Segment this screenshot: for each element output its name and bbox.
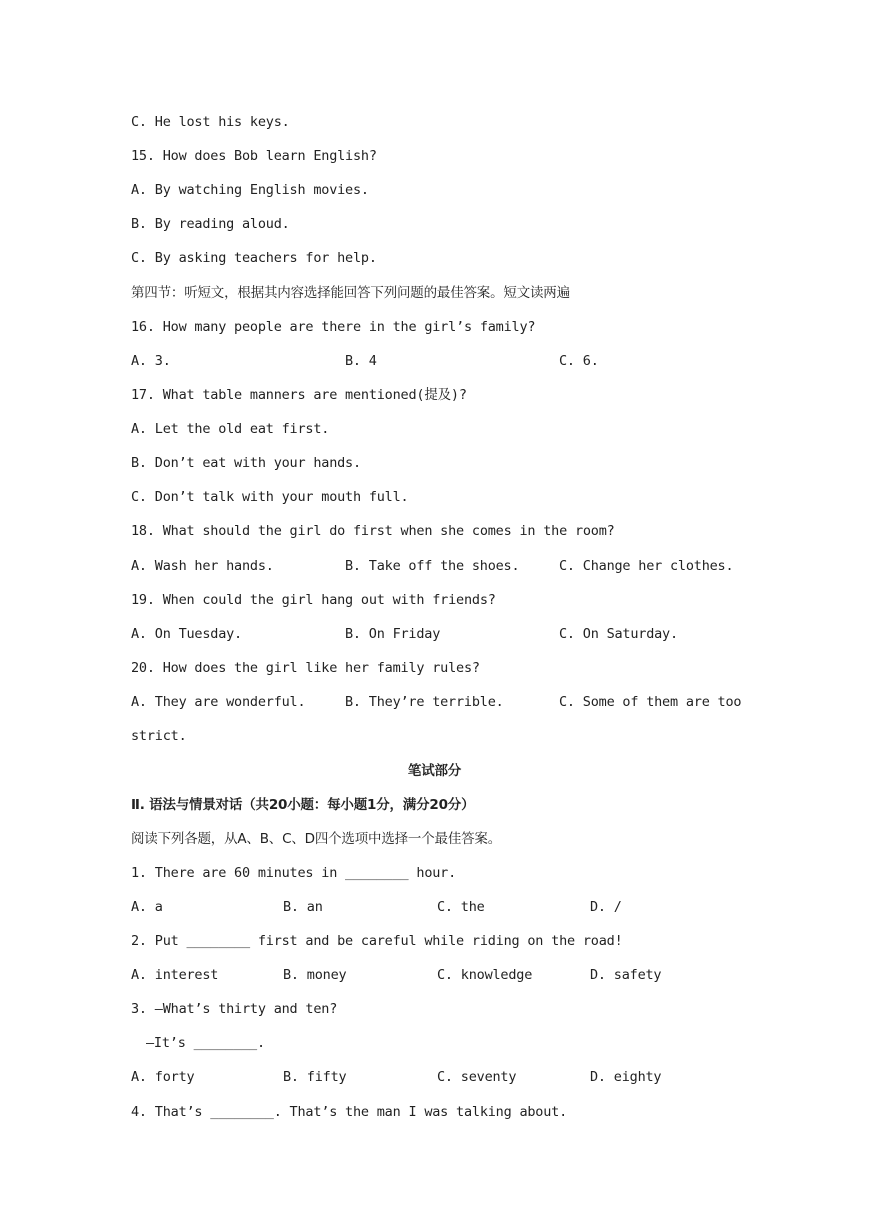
q19-option-a: A. On Tuesday.: [131, 626, 242, 642]
q18-option-a: A. Wash her hands.: [131, 558, 274, 574]
q20-option-c: C. Some of them are too: [559, 694, 742, 710]
q15-question: 15. How does Bob learn English?: [131, 148, 377, 164]
section2-heading: Ⅱ. 语法与情景对话（共20小题：每小题1分，满分20分）: [131, 797, 475, 813]
w-q2-option-b: B. money: [283, 967, 347, 983]
q16-question: 16. How many people are there in the girl’s family?: [131, 319, 536, 335]
section2-instructions: 阅读下列各题，从A、B、C、D四个选项中选择一个最佳答案。: [131, 831, 502, 847]
q18-option-b: B. Take off the shoes.: [345, 558, 520, 574]
q17-option-b: B. Don’t eat with your hands.: [131, 455, 361, 471]
q17-question: 17. What table manners are mentioned(提及)?: [131, 387, 467, 403]
written-part-title: 笔试部分: [407, 763, 462, 779]
w-q3-reply: —It’s ________.: [146, 1035, 265, 1051]
w-q1-option-d: D. /: [590, 899, 622, 915]
w-q3-option-b: B. fifty: [283, 1069, 347, 1085]
q20-question: 20. How does the girl like her family rules?: [131, 660, 480, 676]
q15-option-b: B. By reading aloud.: [131, 216, 290, 232]
q17-option-a: A. Let the old eat first.: [131, 421, 330, 437]
w-q4-question: 4. That’s ________. That’s the man I was talking about.: [131, 1104, 568, 1120]
q20-option-a: A. They are wonderful.: [131, 694, 306, 710]
w-q3-option-d: D. eighty: [590, 1069, 662, 1085]
w-q1-option-b: B. an: [283, 899, 323, 915]
q17-option-c: C. Don’t talk with your mouth full.: [131, 489, 409, 505]
q20-option-b: B. They’re terrible.: [345, 694, 504, 710]
q19-question: 19. When could the girl hang out with friends?: [131, 592, 496, 608]
section4-heading: 第四节：听短文，根据其内容选择能回答下列问题的最佳答案。短文读两遍: [131, 285, 570, 301]
w-q3-question: 3. —What’s thirty and ten?: [131, 1001, 338, 1017]
q18-question: 18. What should the girl do first when she comes in the room?: [131, 523, 615, 539]
w-q2-question: 2. Put ________ first and be careful while riding on the road!: [131, 933, 623, 949]
q16-option-a: A. 3.: [131, 353, 171, 369]
w-q3-option-c: C. seventy: [437, 1069, 517, 1085]
q19-option-b: B. On Friday: [345, 626, 441, 642]
q15-option-a: A. By watching English movies.: [131, 182, 369, 198]
w-q1-question: 1. There are 60 minutes in ________ hour.: [131, 865, 457, 881]
w-q3-option-a: A. forty: [131, 1069, 195, 1085]
w-q1-option-c: C. the: [437, 899, 485, 915]
q16-option-c: C. 6.: [559, 353, 599, 369]
w-q2-option-a: A. interest: [131, 967, 219, 983]
q16-option-b: B. 4: [345, 353, 377, 369]
q19-option-c: C. On Saturday.: [559, 626, 678, 642]
q20-option-c-continued: strict.: [131, 728, 187, 744]
w-q2-option-d: D. safety: [590, 967, 662, 983]
w-q1-option-a: A. a: [131, 899, 163, 915]
w-q2-option-c: C. knowledge: [437, 967, 533, 983]
q18-option-c: C. Change her clothes.: [559, 558, 734, 574]
q14-option-c: C. He lost his keys.: [131, 114, 290, 130]
q15-option-c: C. By asking teachers for help.: [131, 250, 377, 266]
